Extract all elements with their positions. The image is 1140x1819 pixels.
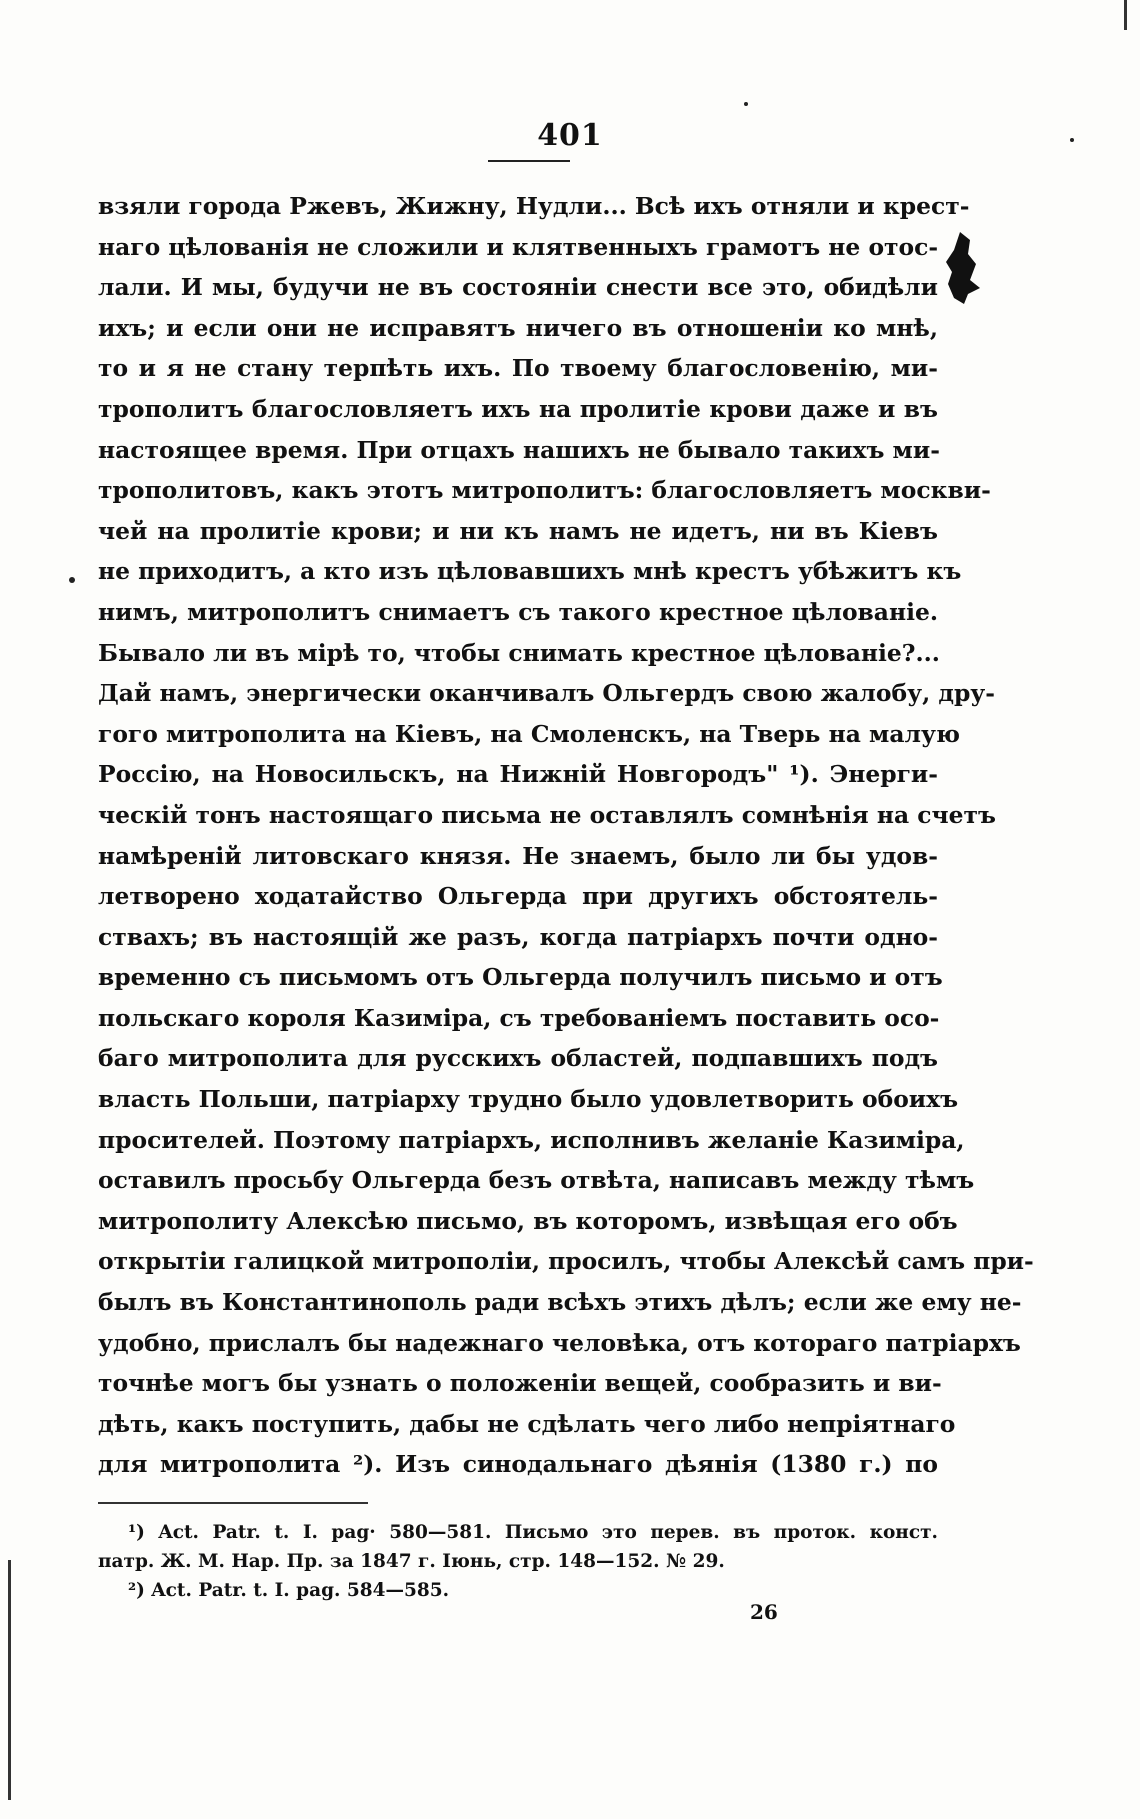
body-line: ихъ; и если они не исправятъ ничего въ отношеніи ко мнѣ, xyxy=(98,313,938,342)
body-line: лали. И мы, будучи не въ состояніи снести все это, обидѣли xyxy=(98,273,938,302)
body-line: польскаго короля Казиміра, съ требованіемъ поставить осо- xyxy=(98,1003,940,1032)
body-line: точнѣе могъ бы узнать о положеніи вещей, сообразить и ви- xyxy=(98,1369,942,1398)
body-line: удобно, прислалъ бы надежнаго человѣка, отъ котораго патріархъ xyxy=(98,1328,1021,1357)
body-line: не приходитъ, а кто изъ цѣловавшихъ мнѣ крестъ убѣжитъ къ xyxy=(98,557,962,586)
body-line: взяли города Ржевъ, Жижну, Нудли... Всѣ ихъ отняли и крест- xyxy=(98,192,970,220)
printer-signature-mark: 26 xyxy=(750,1600,778,1624)
body-line: просителей. Поэтому патріархъ, исполнивъ желаніе Казиміра, xyxy=(98,1125,965,1154)
body-line: трополитъ благословляетъ ихъ на пролитіе крови даже и въ xyxy=(98,394,938,423)
body-line: митрополиту Алексѣю письмо, въ которомъ, извѣщая его объ xyxy=(98,1206,958,1235)
scan-speck xyxy=(1070,138,1074,142)
body-line: летворено ходатайство Ольгерда при другихъ обстоятель- xyxy=(98,882,938,911)
body-line: дѣть, какъ поступить, дабы не сдѣлать чего либо непріятнаго xyxy=(98,1409,956,1438)
body-line: настоящее время. При отцахъ нашихъ не бывало такихъ ми- xyxy=(98,435,940,464)
body-line: то и я не стану терпѣть ихъ. По твоему благословенію, ми- xyxy=(98,354,938,383)
body-line: намѣреній литовскаго князя. Не знаемъ, было ли бы удов- xyxy=(98,841,938,870)
body-line: трополитовъ, какъ этотъ митрополитъ: благословляетъ москви- xyxy=(98,476,991,505)
footnote-2: ²) Act. Patr. t. I. pag. 584—585. xyxy=(128,1580,450,1601)
body-line: временно съ письмомъ отъ Ольгерда получилъ письмо и отъ xyxy=(98,963,943,992)
body-line: для митрополита ²). Изъ синодальнаго дѣянія (1380 г.) по xyxy=(98,1450,938,1479)
body-line: нимъ, митрополитъ снимаетъ съ такого крестное цѣлованіе. xyxy=(98,597,938,626)
scan-speck xyxy=(744,102,748,106)
page-number: 401 xyxy=(537,118,603,153)
body-line: Дай намъ, энергически оканчивалъ Ольгердъ свою жалобу, дру- xyxy=(98,679,995,708)
body-line: Бывало ли въ мірѣ то, чтобы снимать крестное цѣлованіе?... xyxy=(98,638,940,667)
body-line: Россію, на Новосильскъ, на Нижній Новгородъ" ¹). Энерги- xyxy=(98,760,938,789)
footnote-1-continued: патр. Ж. М. Нар. Пр. за 1847 г. Іюнь, стр. 148—152. № 29. xyxy=(98,1551,725,1572)
scan-edge-mark xyxy=(1124,0,1127,30)
body-line: оставилъ просьбу Ольгерда безъ отвѣта, написавъ между тѣмъ xyxy=(98,1166,975,1195)
body-line: былъ въ Константинополь ради всѣхъ этихъ дѣлъ; если же ему не- xyxy=(98,1288,1022,1317)
body-line: наго цѣлованія не сложили и клятвенныхъ грамотъ не отос- xyxy=(98,232,939,261)
body-line: ческій тонъ настоящаго письма не оставлялъ сомнѣнія на счетъ xyxy=(98,800,996,829)
body-line: гого митрополита на Кіевъ, на Смоленскъ, на Тверь на малую xyxy=(98,719,960,748)
scan-speck xyxy=(69,577,75,583)
body-line: чей на пролитіе крови; и ни къ намъ не идетъ, ни въ Кіевъ xyxy=(98,516,938,545)
scan-edge-line xyxy=(8,1560,11,1800)
body-line: ствахъ; въ настоящій же разъ, когда патріархъ почти одно- xyxy=(98,922,938,951)
footnote-1: ¹) Act. Patr. t. I. pag· 580—581. Письмо это перев. въ проток. конст. xyxy=(128,1522,938,1543)
body-line: открытіи галицкой митрополіи, просилъ, чтобы Алексѣй самъ при- xyxy=(98,1247,1034,1276)
body-line: баго митрополита для русскихъ областей, подпавшихъ подъ xyxy=(98,1044,938,1073)
ink-blot-mark xyxy=(946,232,980,304)
body-line: власть Польши, патріарху трудно было удовлетворить обоихъ xyxy=(98,1085,959,1114)
